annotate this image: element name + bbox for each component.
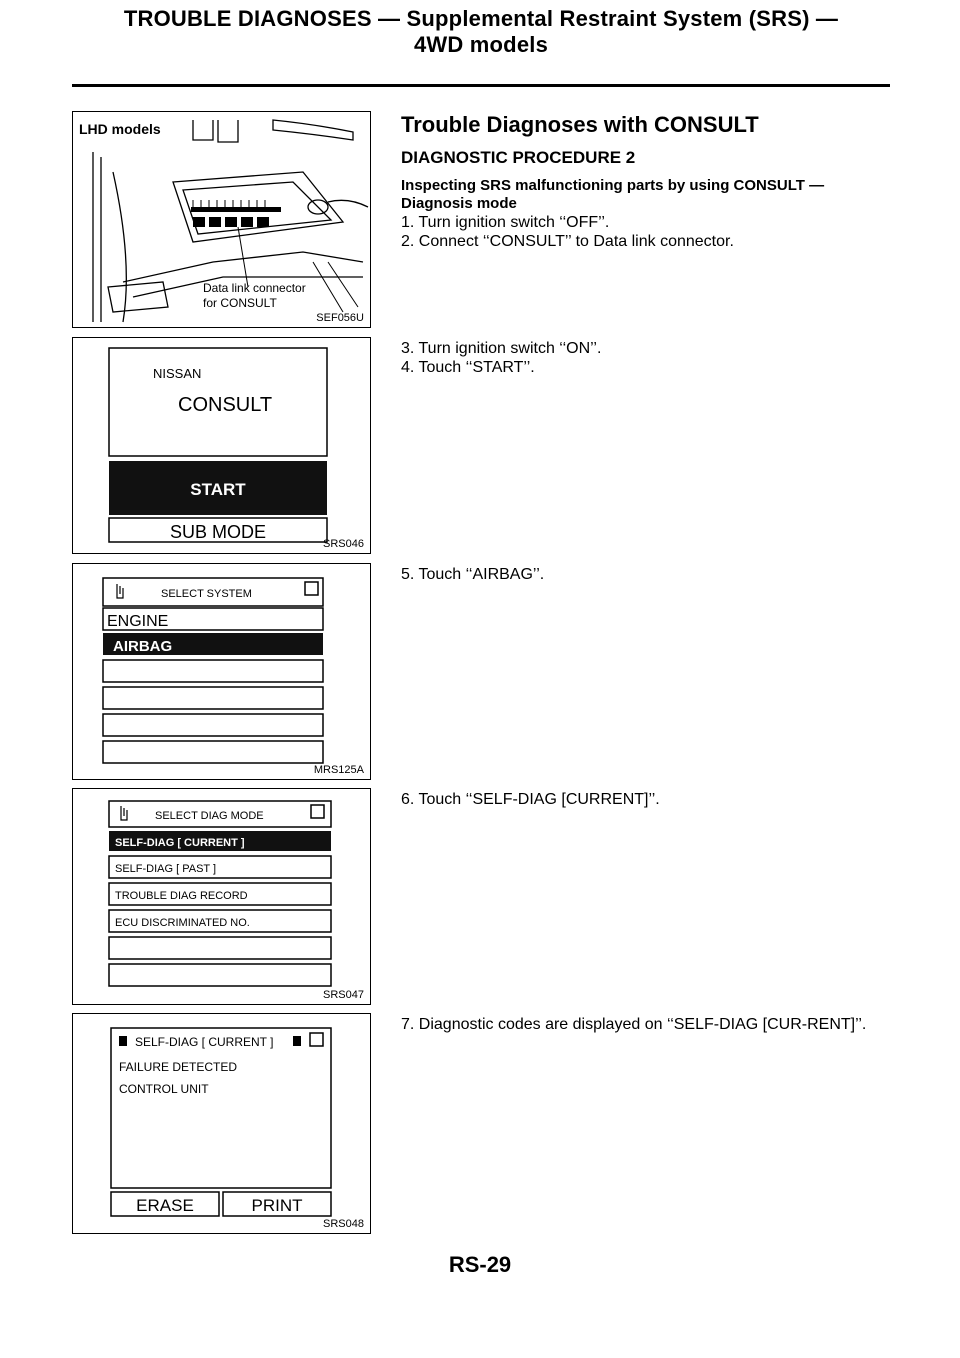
checkbox-icon bbox=[310, 1033, 323, 1046]
sub-mode-button-label: SUB MODE bbox=[169, 522, 267, 542]
menu-item-ecu-discriminated-no-label: ECU DISCRIMINATED NO. bbox=[115, 917, 250, 929]
print-button-label: PRINT bbox=[251, 1196, 303, 1215]
lhd-models-label: LHD models bbox=[79, 121, 161, 137]
step-5: 5. Touch ‘‘AIRBAG’’. bbox=[401, 566, 545, 583]
figure-code: MRS125A bbox=[313, 764, 364, 776]
dashboard-illustration bbox=[73, 112, 371, 328]
sub-title-line1: Inspecting SRS malfunctioning parts by using CONSULT — bbox=[401, 177, 825, 194]
start-button-label: START bbox=[190, 480, 246, 499]
figure-consult-start-screen bbox=[72, 337, 371, 554]
select-system-title: SELECT SYSTEM bbox=[161, 588, 252, 600]
figure-self-diag-current-screen bbox=[72, 1013, 371, 1234]
header-title-line2: 4WD models bbox=[413, 32, 549, 57]
figure-data-link-connector bbox=[72, 111, 371, 328]
step-block-7 bbox=[401, 1015, 891, 1034]
hand-icon bbox=[117, 584, 123, 598]
step-6: 6. Touch ‘‘SELF-DIAG [CURRENT]’’. bbox=[401, 791, 660, 808]
checkbox-icon bbox=[305, 582, 318, 595]
select-diag-mode-screen bbox=[73, 789, 371, 1005]
results-panel bbox=[111, 1028, 331, 1188]
step-4: 4. Touch ‘‘START’’. bbox=[401, 359, 535, 376]
select-system-screen bbox=[73, 564, 371, 780]
figure-select-system-screen bbox=[72, 563, 371, 780]
menu-item-empty bbox=[109, 937, 331, 959]
erase-button-label: ERASE bbox=[136, 1196, 194, 1215]
figure-select-diag-mode-screen bbox=[72, 788, 371, 1005]
consult-label: CONSULT bbox=[178, 394, 273, 416]
connector-label-line1: Data link connector bbox=[203, 281, 306, 295]
menu-item-trouble-diag-record-label: TROUBLE DIAG RECORD bbox=[115, 890, 248, 902]
step-2: 2. Connect ‘‘CONSULT’’ to Data link connector. bbox=[401, 233, 734, 250]
nissan-label: NISSAN bbox=[153, 366, 202, 381]
step-block-3-4 bbox=[401, 339, 891, 377]
menu-item-engine-label: ENGINE bbox=[107, 613, 169, 630]
section-title: Trouble Diagnoses with CONSULT bbox=[401, 112, 759, 137]
consult-start-screen bbox=[73, 338, 371, 554]
sub-title-line2: Diagnosis mode bbox=[401, 195, 517, 212]
marker-icon bbox=[293, 1036, 301, 1046]
figure-code: SRS047 bbox=[323, 989, 364, 1001]
menu-item-empty bbox=[103, 660, 323, 682]
self-diag-title: SELF-DIAG [ CURRENT ] bbox=[135, 1035, 274, 1049]
menu-item-airbag-label: AIRBAG bbox=[113, 638, 173, 655]
menu-item-empty bbox=[103, 687, 323, 709]
select-diag-mode-title: SELECT DIAG MODE bbox=[155, 810, 264, 822]
page-header bbox=[72, 6, 890, 58]
figure-code: SRS046 bbox=[323, 538, 364, 550]
figure-code: SRS048 bbox=[323, 1218, 364, 1230]
page-number: RS-29 bbox=[448, 1252, 512, 1277]
header-title-line1: TROUBLE DIAGNOSES — Supplemental Restraint System (SRS) — bbox=[123, 6, 839, 31]
control-unit-label: CONTROL UNIT bbox=[119, 1082, 209, 1096]
step-3: 3. Turn ignition switch ‘‘ON’’. bbox=[401, 340, 602, 357]
failure-detected-label: FAILURE DETECTED bbox=[119, 1060, 238, 1074]
procedure-title: DIAGNOSTIC PROCEDURE 2 bbox=[401, 148, 636, 167]
menu-item-empty bbox=[103, 714, 323, 736]
connector-label-line2: for CONSULT bbox=[203, 296, 277, 310]
hand-icon bbox=[121, 806, 127, 820]
menu-item-empty bbox=[109, 964, 331, 986]
menu-item-self-diag-past-label: SELF-DIAG [ PAST ] bbox=[115, 863, 217, 875]
checkbox-icon bbox=[311, 805, 324, 818]
menu-item-empty bbox=[103, 741, 323, 763]
marker-icon bbox=[119, 1036, 127, 1046]
menu-item-self-diag-current-label: SELF-DIAG [ CURRENT ] bbox=[115, 837, 245, 849]
figure-code: SEF056U bbox=[316, 312, 364, 324]
step-block-6 bbox=[401, 790, 891, 809]
header-rule bbox=[72, 84, 890, 87]
step-block-5 bbox=[401, 565, 891, 584]
intro-text-block bbox=[401, 112, 891, 251]
step-1: 1. Turn ignition switch ‘‘OFF’’. bbox=[401, 214, 610, 231]
step-7: 7. Diagnostic codes are displayed on ‘‘SELF-DIAG [CUR-RENT]’’. bbox=[401, 1016, 867, 1033]
self-diag-current-screen bbox=[73, 1014, 371, 1234]
